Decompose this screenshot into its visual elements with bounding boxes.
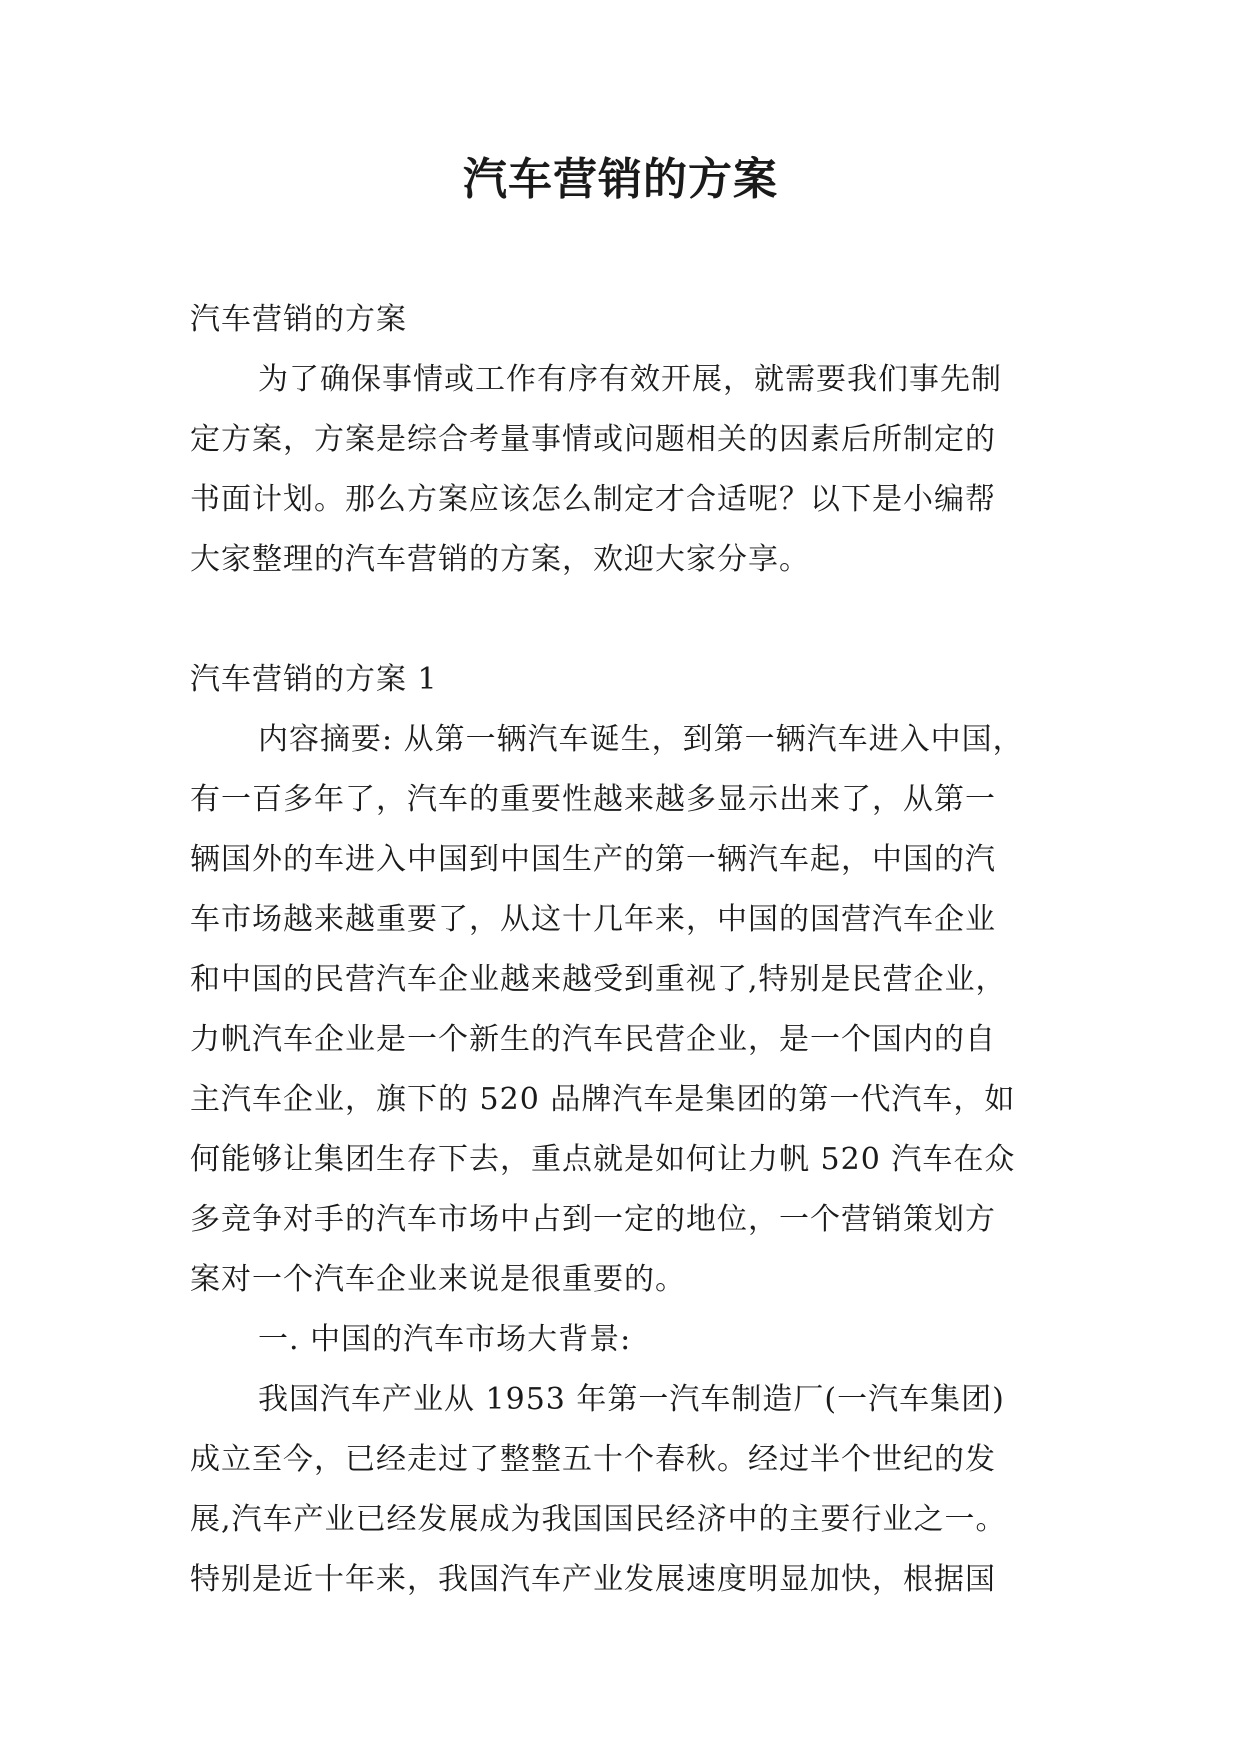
paragraph-line: 有一百多年了，汽车的重要性越来越多显示出来了，从第一 (190, 782, 996, 817)
section-heading: 汽车营销的方案 (190, 302, 407, 337)
paragraph-line: 定方案，方案是综合考量事情或问题相关的因素后所制定的 (190, 422, 996, 457)
paragraph-line: 何能够让集团生存下去，重点就是如何让力帆 520 汽车在众 (190, 1142, 1016, 1177)
paragraph-line: 书面计划。那么方案应该怎么制定才合适呢？以下是小编帮 (190, 482, 996, 517)
paragraph-line: 车市场越来越重要了，从这十几年来，中国的国营汽车企业 (190, 902, 996, 937)
document-body (190, 290, 1050, 1610)
paragraph-line: 和中国的民营汽车企业越来越受到重视了,特别是民营企业， (190, 962, 1007, 997)
subsection-heading: 一. 中国的汽车市场大背景: (258, 1322, 632, 1357)
paragraph-gap (190, 590, 1050, 650)
paragraph-line: 辆国外的车进入中国到中国生产的第一辆汽车起，中国的汽 (190, 842, 996, 877)
paragraph-line: 特别是近十年来，我国汽车产业发展速度明显加快，根据国 (190, 1562, 996, 1597)
paragraph-line: 多竞争对手的汽车市场中占到一定的地位，一个营销策划方 (190, 1202, 996, 1237)
paragraph-line: 展,汽车产业已经发展成为我国国民经济中的主要行业之一。 (190, 1502, 1007, 1537)
paragraph-line: 我国汽车产业从 1953 年第一汽车制造厂(一汽车集团) (258, 1382, 1005, 1417)
paragraph-line: 为了确保事情或工作有序有效开展，就需要我们事先制 (258, 362, 1002, 397)
paragraph-line: 力帆汽车企业是一个新生的汽车民营企业，是一个国内的自 (190, 1022, 996, 1057)
paragraph-line: 成立至今，已经走过了整整五十个春秋。经过半个世纪的发 (190, 1442, 996, 1477)
paragraph-line: 主汽车企业，旗下的 520 品牌汽车是集团的第一代汽车，如 (190, 1082, 1016, 1117)
paragraph-line: 案对一个汽车企业来说是很重要的。 (190, 1262, 686, 1297)
section-heading: 汽车营销的方案 1 (190, 662, 438, 697)
document-title: 汽车营销的方案 (463, 154, 778, 205)
paragraph-line: 内容摘要: 从第一辆汽车诞生，到第一辆汽车进入中国， (258, 722, 1024, 757)
paragraph-line: 大家整理的汽车营销的方案，欢迎大家分享。 (190, 542, 810, 577)
